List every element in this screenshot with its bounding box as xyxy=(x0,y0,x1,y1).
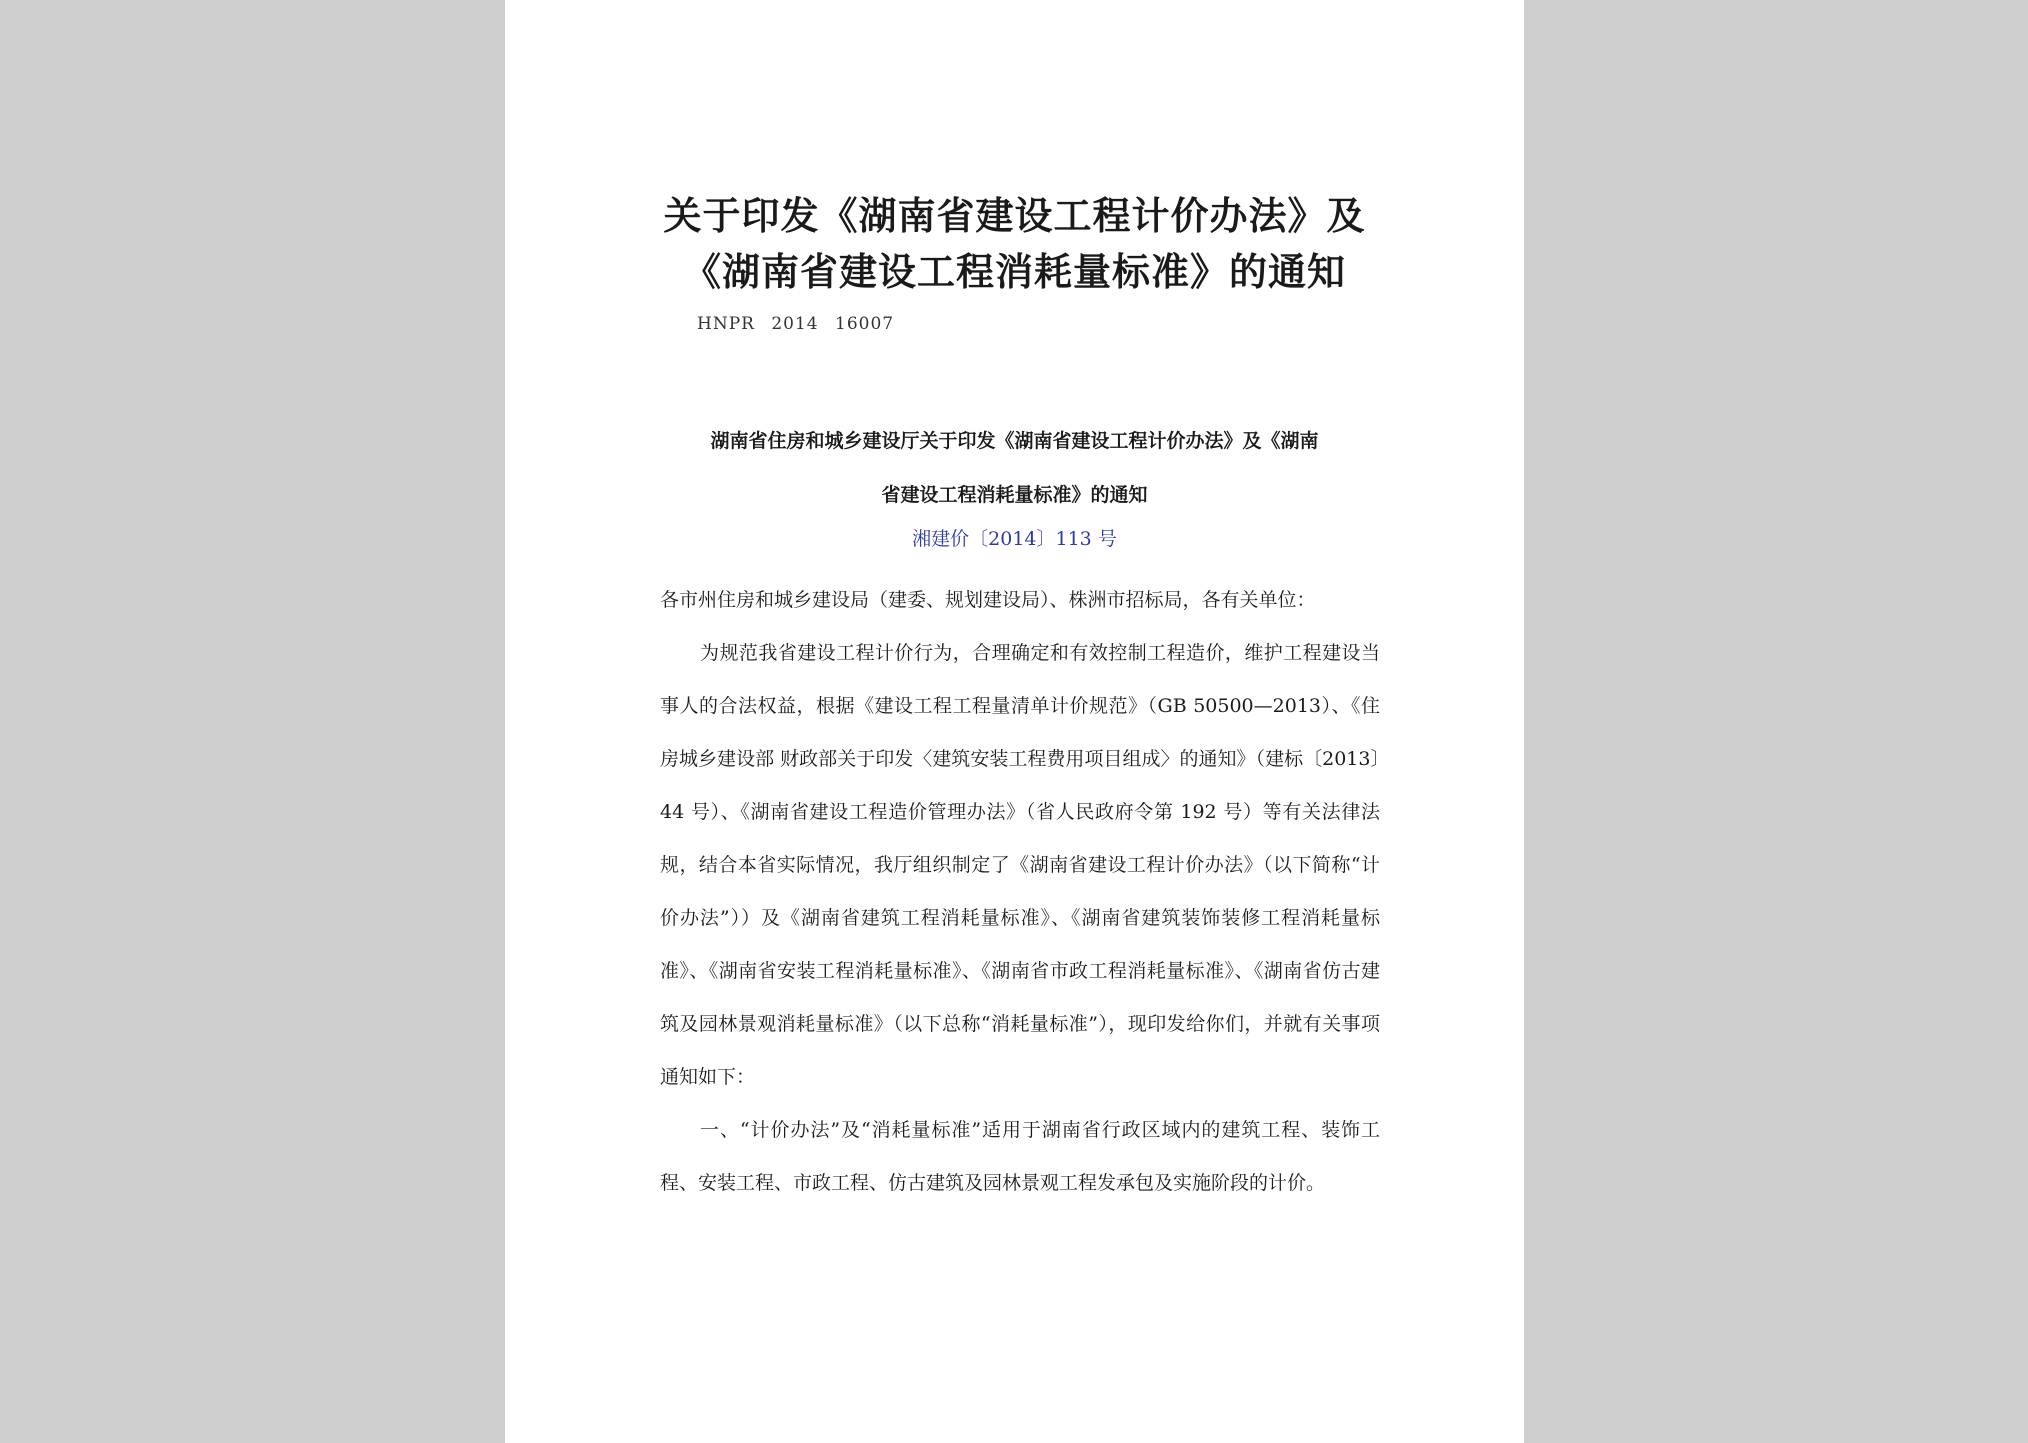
notice-heading xyxy=(505,414,1524,522)
addressee: 各市州住房和城乡建设局（建委、规划建设局）、株洲市招标局，各有关单位： xyxy=(660,589,1316,611)
document-title-line-1: 关于印发《湖南省建设工程计价办法》及 xyxy=(663,193,1366,238)
notice-heading-line-2: 省建设工程消耗量标准》的通知 xyxy=(881,484,1148,506)
body-paragraph-1: 为规范我省建设工程计价行为，合理确定和有效控制工程造价，维护工程建设当事人的合法权益，根据《建设工程工程量清单计价规范》（GB 50500—2013）、《住房城乡建设部 财政部关于印发〈建筑安装工程费用项目组成〉的通知》（建标〔2013〕44 号）、《湖南省建设工程造价管理办法》（省人民政府令第 192 号）等有关法律法规，结合本省实际情况，我厅组织制定了《湖南省建设工程计价办法》（以下简称“计价办法”））及《湖南省建筑工程消耗量标准》、《湖南省建筑装饰装修工程消耗量标准》、《湖南省安装工程消耗量标准》、《湖南省市政工程消耗量标准》、《湖南省仿古建筑及园林景观消耗量标准》（以下总称“消耗量标准”），现印发给你们，并就有关事项通知如下： xyxy=(660,642,1380,1088)
document-title-line-2: 《湖南省建设工程消耗量标准》的通知 xyxy=(682,249,1346,294)
document-code: HNPR 2014 16007 xyxy=(697,314,895,334)
notice-heading-line-1: 湖南省住房和城乡建设厅关于印发《湖南省建设工程计价办法》及《湖南 xyxy=(710,430,1319,452)
document-page xyxy=(505,0,1524,1443)
document-number: 湘建价〔2014〕113 号 xyxy=(912,528,1117,550)
document-body xyxy=(660,574,1380,1210)
document-title xyxy=(505,188,1524,300)
body-paragraph-2: 一、“计价办法”及“消耗量标准”适用于湖南省行政区域内的建筑工程、装饰工程、安装工程、市政工程、仿古建筑及园林景观工程发承包及实施阶段的计价。 xyxy=(660,1119,1380,1194)
